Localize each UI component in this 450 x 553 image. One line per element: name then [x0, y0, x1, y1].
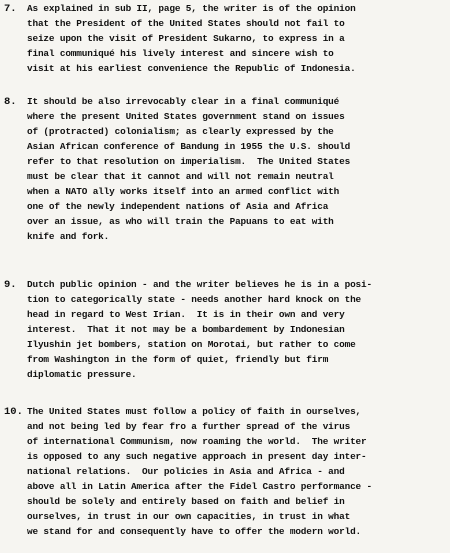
paragraph-line: head in regard to West Irian. It is in their own and very — [27, 309, 345, 320]
paragraph-line: It should be also irrevocably clear in a final communiqué — [27, 96, 340, 107]
paragraph-line: seize upon the visit of President Sukarno, to express in a — [27, 33, 345, 44]
paragraph-line: that the President of the United States should not fail to — [27, 18, 345, 29]
paragraph-number: 10. — [4, 406, 23, 418]
paragraph-line: diplomatic pressure. — [27, 369, 137, 380]
paragraph-line: when a NATO ally works itself into an armed conflict with — [27, 186, 340, 197]
paragraph-line: and not being led by fear fro a further spread of the virus — [27, 421, 351, 432]
paragraph-line: refer to that resolution on imperialism. The United States — [27, 156, 351, 167]
paragraph-line: from Washington in the form of quiet, friendly but firm — [27, 354, 329, 365]
paragraph-line: Ilyushin jet bombers, station on Morotai, but rather to come — [27, 339, 356, 350]
paragraph-line: ourselves, in trust in our own capacities, in trust in what — [27, 511, 351, 522]
paragraph-line: over an issue, as who will train the Papuans to eat with — [27, 216, 334, 227]
paragraph-line: we stand for and consequently have to offer the modern world. — [27, 526, 362, 537]
paragraph-line: where the present United States government stand on issues — [27, 111, 345, 122]
paragraph-line: Dutch public opinion - and the writer believes he is in a posi- — [27, 279, 372, 290]
paragraph-line: tion to categorically state - needs another hard knock on the — [27, 294, 362, 305]
paragraph-number: 7. — [4, 3, 17, 15]
paragraph-line: should be solely and entirely based on faith and belief in — [27, 496, 345, 507]
paragraph-line: interest. That it not may be a bombardement by Indonesian — [27, 324, 345, 335]
paragraph-line: is opposed to any such negative approach in present day inter- — [27, 451, 367, 462]
paragraph-line: national relations. Our policies in Asia and Africa - and — [27, 466, 345, 477]
paragraph-line: one of the newly independent nations of Asia and Africa — [27, 201, 329, 212]
paragraph-line: must be clear that it cannot and will not remain neutral — [27, 171, 334, 182]
paragraph-line: Asian African conference of Bandung in 1955 the U.S. should — [27, 141, 351, 152]
paragraph-line: As explained in sub II, page 5, the writer is of the opinion — [27, 3, 356, 14]
paragraph-number: 9. — [4, 279, 17, 291]
paragraph-line: final communiqué his lively interest and sincere wish to — [27, 48, 334, 59]
paragraph-line: The United States must follow a policy of faith in ourselves, — [27, 406, 362, 417]
paragraph-line: of (protracted) colonialism; as clearly expressed by the — [27, 126, 334, 137]
paragraph-line: of international Communism, now roaming the world. The writer — [27, 436, 367, 447]
paragraph-line: above all in Latin America after the Fidel Castro performance - — [27, 481, 372, 492]
paragraph-number: 8. — [4, 96, 17, 108]
paragraph-line: visit at his earliest convenience the Republic of Indonesia. — [27, 63, 356, 74]
paragraph-line: knife and fork. — [27, 231, 110, 242]
